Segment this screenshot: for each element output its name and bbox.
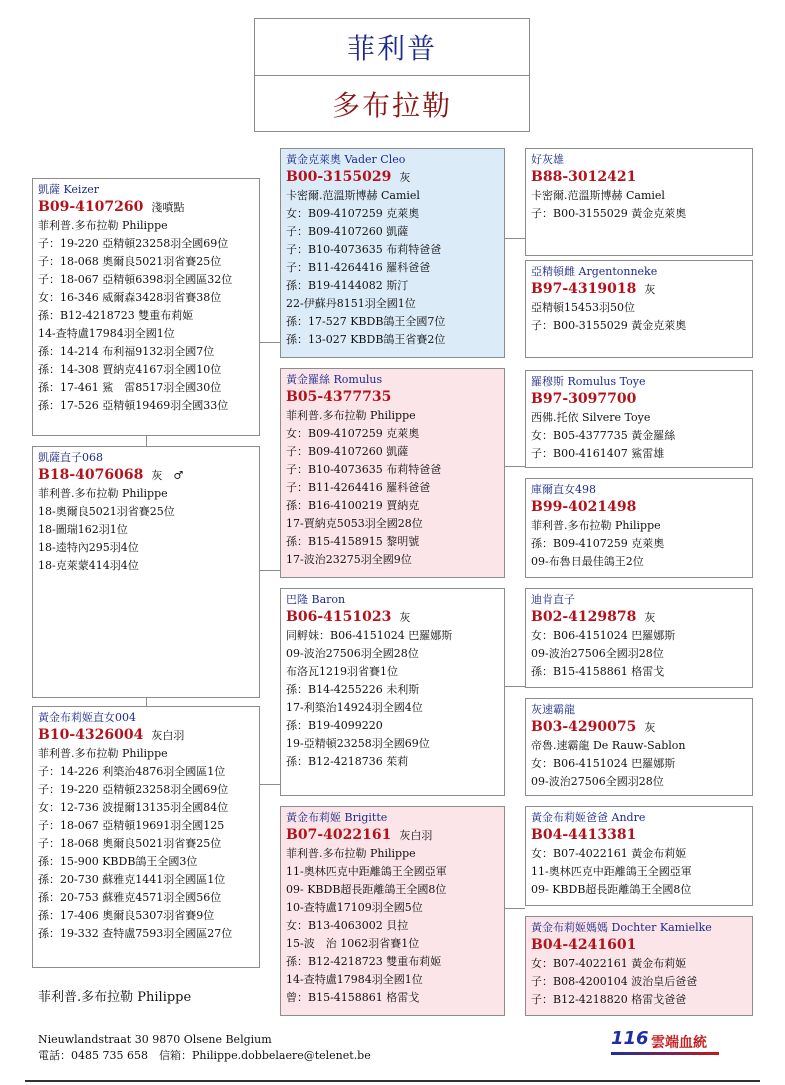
card-line: 曾：B15-4158861 格雷戈: [286, 991, 420, 1004]
logo-number: 116: [611, 1028, 649, 1049]
card-line: 15-波 治 1062羽省賽1位: [286, 937, 420, 950]
card-line: 子：B00-3155029 黃金克萊奧: [531, 319, 687, 332]
ring-number: B07-4022161 灰白羽: [286, 827, 433, 843]
card-line: 子：B09-4107260 凱薩: [286, 225, 409, 238]
ring-number: B02-4129878 灰: [531, 609, 656, 625]
card-line: 孫：B14-4255226 未利斯: [286, 683, 420, 696]
card-line: 子：B10-4073635 布莉特爸爸: [286, 243, 442, 256]
card-line: 孫：B12-4218723 雙重布莉姬: [286, 955, 442, 968]
ring-number: B05-4377735: [286, 389, 392, 405]
card-line: 女：12-736 波提爾13135羽全國84位: [38, 801, 229, 814]
bird-name: 迪肯直子: [531, 593, 575, 606]
pedigree-header: [254, 18, 530, 132]
card-line: 孫：B15-4158861 格雷戈: [531, 665, 665, 678]
bird-name: 黃金布莉姬媽媽 Dochter Kamielke: [531, 921, 712, 934]
pedigree-card-dam-sire-dam[interactable]: [525, 698, 753, 796]
card-line: 10-查特盧17109羽全國5位: [286, 901, 423, 914]
ring-number: B99-4021498: [531, 499, 637, 515]
card-line: 11-奧林匹克中距離鴿王全國亞軍: [286, 865, 447, 878]
bird-name: 黃金布莉姬直女004: [38, 711, 136, 724]
bird-name: 凱薩直子068: [38, 451, 103, 464]
pedigree-card-sire-sire-sire[interactable]: [525, 148, 753, 256]
connector-line: [260, 342, 280, 343]
card-line: 菲利普.多布拉勒 Philippe: [38, 747, 168, 760]
contact-block: [38, 1032, 371, 1064]
card-line: 女：B09-4107259 克萊奧: [286, 427, 420, 440]
card-line: 09-波治27506羽全國28位: [286, 647, 419, 660]
card-line: 西佛.托依 Silvere Toye: [531, 411, 651, 424]
card-line: 孫：14-214 布利福9132羽全國7位: [38, 345, 215, 358]
plumage-color: 灰: [644, 721, 656, 734]
pedigree-card-dam-dam-sire[interactable]: [525, 806, 753, 906]
card-line: 女：16-346 威爾森3428羽省賽38位: [38, 291, 222, 304]
pedigree-card-sire-dam[interactable]: [280, 368, 505, 578]
card-line: 子：B11-4264416 羅科爸爸: [286, 481, 431, 494]
card-line: 孫：17-527 KBDB鴿王全國7位: [286, 315, 446, 328]
connector-line: [505, 686, 525, 687]
owner-signature: 菲利普.多布拉勒 Philippe: [38, 990, 192, 1005]
ring-number: B06-4151023 灰: [286, 609, 411, 625]
bird-name: 黃金羅絲 Romulus: [286, 373, 383, 386]
card-line: 孫：17-526 亞精頓19469羽全國33位: [38, 399, 229, 412]
card-line: 菲利普.多布拉勒 Philippe: [38, 219, 168, 232]
pedigree-card-sire-sire[interactable]: [280, 148, 505, 358]
ring-number: B04-4241601: [531, 937, 637, 953]
card-line: 14-查特盧17984羽全國1位: [286, 973, 423, 986]
logo-text: 雲端血統: [651, 1035, 707, 1051]
connector-line: [505, 466, 525, 467]
card-line: 孫：17-406 奧爾良5307羽省賽9位: [38, 909, 215, 922]
card-line: 子：B12-4218820 格雷戈爸爸: [531, 993, 687, 1006]
card-line: 14-查特盧17984羽全國1位: [38, 327, 175, 340]
pedigree-card-sire-dam-dam[interactable]: [525, 478, 753, 578]
bird-name: 凱薩 Keizer: [38, 183, 100, 196]
bird-name: 庫爾直女498: [531, 483, 596, 496]
card-line: 女：B06-4151024 巴羅娜斯: [531, 629, 676, 642]
pedigree-card-sire-dam-sire[interactable]: [525, 370, 753, 468]
connector-line: [505, 908, 525, 909]
ring-number: B10-4326004 灰白羽: [38, 727, 185, 743]
ring-number: B18-4076068 灰 ♂: [38, 467, 184, 483]
ring-number: B00-3155029 灰: [286, 169, 411, 185]
plumage-color: 灰 ♂: [151, 469, 184, 482]
plumage-color: 灰白羽: [151, 729, 185, 742]
card-line: 子：B10-4073635 布莉特爸爸: [286, 463, 442, 476]
connector-line: [260, 784, 280, 785]
owner-first-name: 菲利普: [255, 19, 529, 76]
card-line: 子：B09-4107260 凱薩: [286, 445, 409, 458]
pedigree-card-third[interactable]: [32, 706, 260, 968]
card-line: 孫：19-332 查特盧7593羽全國區27位: [38, 927, 233, 940]
plumage-color: 灰白羽: [399, 829, 433, 842]
plumage-color: 灰: [644, 283, 656, 296]
connector-line: [146, 436, 147, 446]
card-line: 女：B13-4063002 貝拉: [286, 919, 409, 932]
card-line: 子：B11-4264416 羅科爸爸: [286, 261, 431, 274]
card-line: 女：B07-4022161 黃金布莉姬: [531, 847, 687, 860]
pedigree-card-dam-sire-sire[interactable]: [525, 588, 753, 688]
ring-number: B97-3097700: [531, 391, 637, 407]
card-line: 女：B09-4107259 克萊奧: [286, 207, 420, 220]
card-line: 子：19-220 亞精頓23258羽全國69位: [38, 237, 229, 250]
card-line: 子：B00-4161407 鯊雷雄: [531, 447, 665, 460]
card-line: 18-逵特內295羽4位: [38, 541, 139, 554]
owner-last-name: 多布拉勒: [331, 89, 452, 122]
card-line: 孫：20-753 蘇雅克4571羽全國56位: [38, 891, 222, 904]
pedigree-card-dam-dam-dam[interactable]: [525, 916, 753, 1016]
plumage-color: 淺噴點: [151, 201, 185, 214]
bird-name: 黃金克萊奧 Vader Cleo: [286, 153, 406, 166]
card-line: 09- KBDB超長距離鴿王全國8位: [531, 883, 692, 896]
plumage-color: 灰: [644, 611, 656, 624]
card-line: 卡密爾.范溫斯博赫 Camiel: [286, 189, 420, 202]
card-line: 菲利普.多布拉勒 Philippe: [531, 519, 661, 532]
card-line: 同孵妹：B06-4151024 巴羅娜斯: [286, 629, 453, 642]
pedigree-card-sire-sire-dam[interactable]: [525, 260, 753, 358]
logo-underline: [611, 1052, 719, 1055]
card-line: 09-布魯日最佳鴿王2位: [531, 555, 644, 568]
card-line: 09-波治27506全國羽28位: [531, 775, 664, 788]
card-line: 22-伊蘇丹8151羽全國1位: [286, 297, 416, 310]
card-line: 布洛瓦1219羽省賽1位: [286, 665, 398, 678]
card-line: 菲利普.多布拉勒 Philippe: [286, 409, 416, 422]
card-line: 孫：B12-4218736 茱莉: [286, 755, 409, 768]
card-line: 19-亞精頓23258羽全國69位: [286, 737, 430, 750]
bird-name: 黃金布莉姬 Brigitte: [286, 811, 388, 824]
card-line: 18-奧爾良5021羽省賽25位: [38, 505, 175, 518]
card-line: 子：B00-3155029 黃金克萊奧: [531, 207, 687, 220]
card-line: 18-圖瑞162羽1位: [38, 523, 128, 536]
bottom-divider: [25, 1080, 760, 1082]
card-line: 女：B07-4022161 黃金布莉姬: [531, 957, 687, 970]
card-line: 孫：13-027 KBDB鴿王省賽2位: [286, 333, 446, 346]
pedigree-card-sire[interactable]: [32, 178, 260, 436]
card-line: 11-奧林匹克中距離鴿王全國亞軍: [531, 865, 692, 878]
card-line: 17-波治23275羽全國9位: [286, 553, 412, 566]
ring-number: B97-4319018 灰: [531, 281, 656, 297]
card-line: 孫：B19-4144082 斯汀: [286, 279, 409, 292]
card-line: 亞精頓15453羽50位: [531, 301, 635, 314]
card-line: 女：B05-4377735 黃金羅絲: [531, 429, 676, 442]
card-line: 子：19-220 亞精頓23258羽全國69位: [38, 783, 229, 796]
card-line: 09-波治27506全國羽28位: [531, 647, 664, 660]
card-line: 子：B08-4200104 波治皇后爸爸: [531, 975, 698, 988]
card-line: 孫：17-461 鯊 雷8517羽全國30位: [38, 381, 222, 394]
card-line: 菲利普.多布拉勒 Philippe: [38, 487, 168, 500]
ring-number: B09-4107260 淺噴點: [38, 199, 185, 215]
card-line: 孫：B16-4100219 賈納克: [286, 499, 420, 512]
card-line: 子：18-067 亞精頓19691羽全國125: [38, 819, 225, 832]
card-line: 孫：14-308 賈納克4167羽全國10位: [38, 363, 222, 376]
bird-name: 灰速霸龍: [531, 703, 575, 716]
plumage-color: 灰: [399, 171, 411, 184]
bird-name: 巴隆 Baron: [286, 593, 346, 606]
card-line: 09- KBDB超長距離鴿王全國8位: [286, 883, 447, 896]
pedigree-card-dam-sire[interactable]: [280, 588, 505, 796]
brand-logo[interactable]: [611, 1028, 721, 1056]
card-line: 子：18-068 奧爾良5021羽省賽25位: [38, 837, 222, 850]
card-line: 孫：20-730 蘇雅克1441羽全國區1位: [38, 873, 226, 886]
connector-line: [146, 698, 147, 706]
bird-name: 亞精頓雌 Argentonneke: [531, 265, 658, 278]
card-line: 孫：15-900 KBDB鴿王全國3位: [38, 855, 198, 868]
address-line: Nieuwlandstraat 30 9870 Olsene Belgium: [38, 1033, 272, 1046]
pedigree-card-dam[interactable]: [32, 446, 260, 698]
bird-name: 好灰雄: [531, 153, 564, 166]
card-line: 孫：B09-4107259 克萊奧: [531, 537, 665, 550]
card-line: 17-利築治14924羽全國4位: [286, 701, 423, 714]
card-line: 女：B06-4151024 巴羅娜斯: [531, 757, 676, 770]
card-line: 卡密爾.范溫斯博赫 Camiel: [531, 189, 665, 202]
bird-name: 羅穆斯 Romulus Toye: [531, 375, 646, 388]
pedigree-card-dam-dam[interactable]: [280, 806, 505, 1016]
connector-line: [505, 238, 525, 239]
ring-number: B03-4290075 灰: [531, 719, 656, 735]
ring-number: B88-3012421: [531, 169, 637, 185]
bird-name: 黃金布莉姬爸爸 Andre: [531, 811, 646, 824]
card-line: 孫：B15-4158915 黎明號: [286, 535, 420, 548]
card-line: 子：18-067 亞精頓6398羽全國區32位: [38, 273, 233, 286]
card-line: 帝魯.速霸龍 De Rauw-Sablon: [531, 739, 686, 752]
card-line: 子：14-226 利築治4876羽全國區1位: [38, 765, 226, 778]
contact-line: 電話：0485 735 658 信箱：Philippe.dobbelaere@telenet.be: [38, 1049, 371, 1062]
card-line: 菲利普.多布拉勒 Philippe: [286, 847, 416, 860]
card-line: 18-克萊蒙414羽4位: [38, 559, 139, 572]
card-line: 17-賈納克5053羽全國28位: [286, 517, 423, 530]
connector-line: [260, 570, 280, 571]
card-line: 孫：B19-4099220: [286, 719, 383, 732]
card-line: 子：18-068 奧爾良5021羽省賽25位: [38, 255, 222, 268]
plumage-color: 灰: [399, 611, 411, 624]
ring-number: B04-4413381: [531, 827, 637, 843]
card-line: 孫：B12-4218723 雙重布莉姬: [38, 309, 194, 322]
